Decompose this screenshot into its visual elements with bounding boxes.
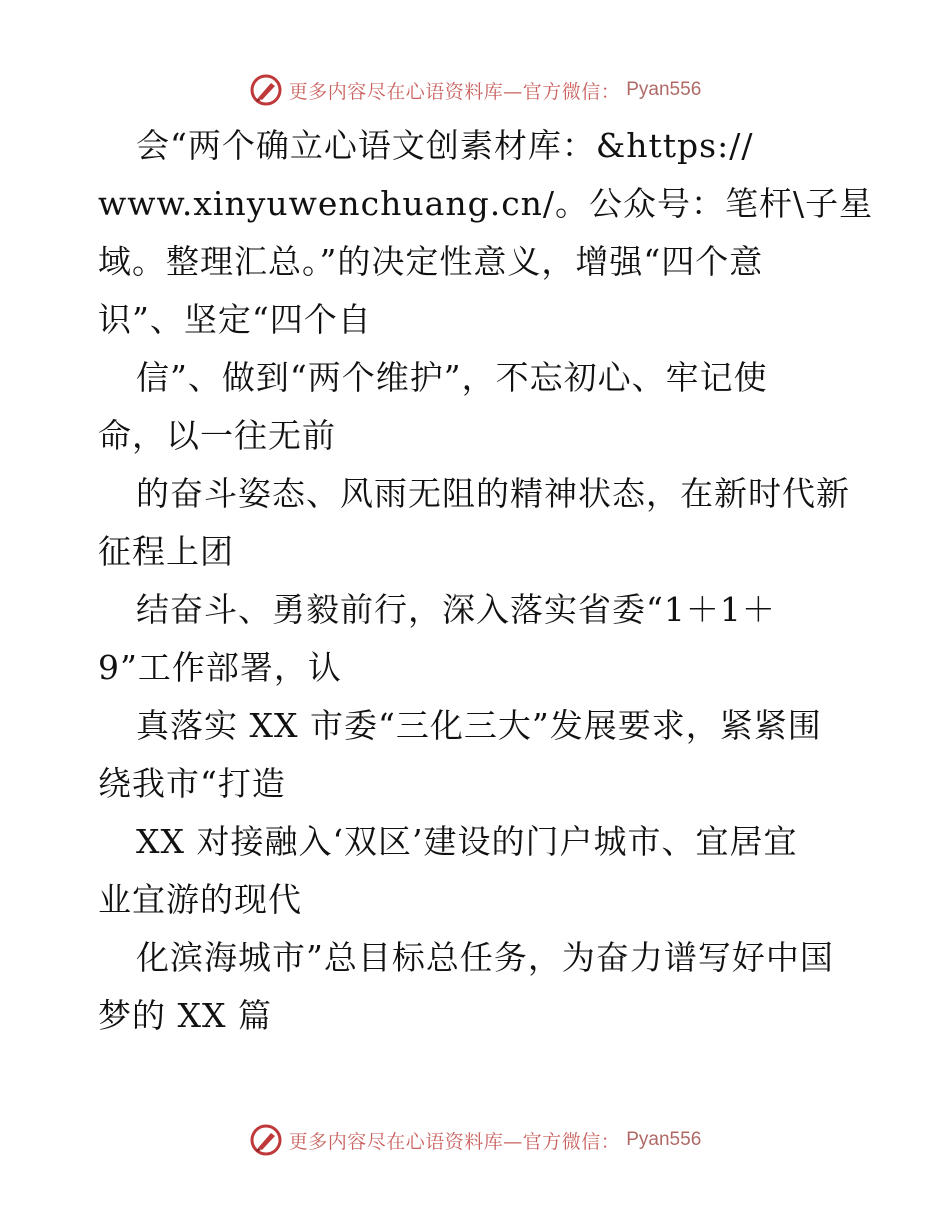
watermark-wechat: Pyan556 bbox=[626, 1129, 702, 1150]
text-line: 域。整理汇总。”的决定性意义，增强“四个意 bbox=[98, 242, 764, 281]
brush-logo-icon bbox=[249, 73, 283, 107]
watermark-text: 更多内容尽在心语资料库—官方微信： bbox=[288, 80, 621, 103]
watermark-text: 更多内容尽在心语资料库—官方微信： bbox=[288, 1130, 621, 1153]
text-line: 的奋斗姿态、风雨无阻的精神状态，在新时代新 bbox=[136, 474, 850, 513]
text-line: 信”、做到“两个维护”，不忘初心、牢记使 bbox=[136, 358, 768, 397]
text-line: 命，以一往无前 bbox=[98, 416, 336, 455]
text-line: 结奋斗、勇毅前行，深入落实省委“1＋1＋ bbox=[136, 590, 776, 629]
text-line: 征程上团 bbox=[98, 532, 234, 571]
text-line: 识”、坚定“四个自 bbox=[98, 300, 372, 339]
text-line: www.xinyuwenchuang.cn/。公众号：笔杆\子星 bbox=[98, 184, 874, 223]
text-line: 绕我市“打造 bbox=[98, 764, 286, 803]
text-line: 梦的 XX 篇 bbox=[98, 996, 272, 1035]
document-body bbox=[98, 117, 874, 1045]
watermark-wechat: Pyan556 bbox=[626, 79, 702, 100]
text-line: 会“两个确立心语文创素材库：&https:// bbox=[136, 126, 754, 165]
text-line: 真落实 XX 市委“三化三大”发展要求，紧紧围 bbox=[136, 706, 822, 745]
brush-logo-icon bbox=[249, 1123, 283, 1157]
text-line: XX 对接融入‘双区’建设的门户城市、宜居宜 bbox=[136, 822, 798, 861]
text-line: 9”工作部署，认 bbox=[98, 648, 342, 687]
footer-watermark bbox=[0, 1120, 950, 1160]
header-watermark bbox=[0, 70, 950, 110]
text-line: 化滨海城市”总目标总任务，为奋力谱写好中国 bbox=[136, 938, 834, 977]
text-line: 业宜游的现代 bbox=[98, 880, 302, 919]
